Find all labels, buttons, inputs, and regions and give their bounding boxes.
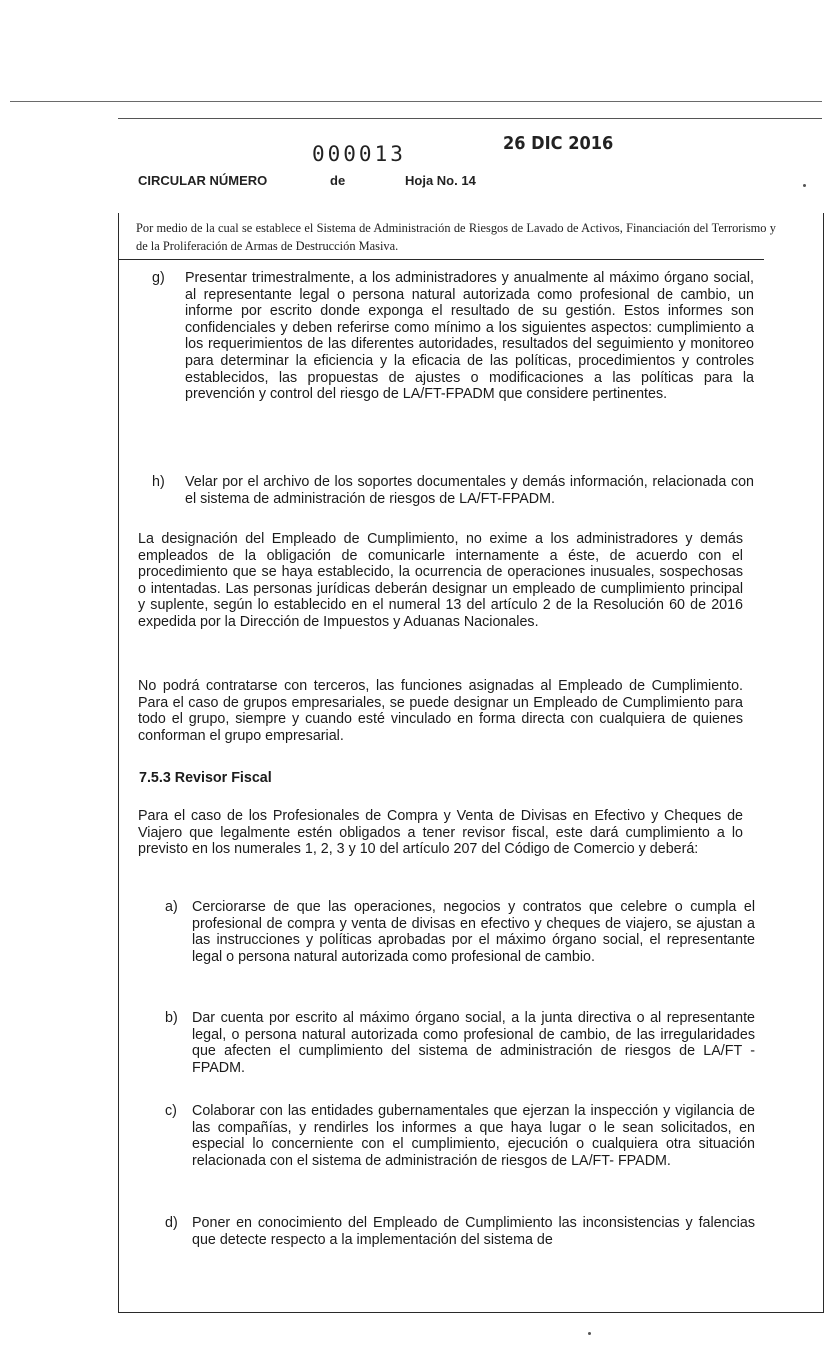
paragraph-designation: La designación del Empleado de Cumplimiento, no exime a los administradores y demás empleados de la obligación de comunicarle internamente a éste, de acuerdo con el procedimiento que se haya establecido, la ocurrencia de operaciones inusuales, sospechosas o intentadas. Las personas jurídicas deberán designar un empleado de cumplimiento principal y suplente, según lo establecido en el numeral 13 del artículo 2 de la Resolución 60 de 2016 expedida por la Dirección de Impuestos y Aduanas Nacionales. — [138, 531, 743, 630]
item-text: Presentar trimestralmente, a los administradores y anualmente al máximo órgano social, al representante legal o persona natural autorizada como profesional de cambio, un informe por escrito donde exponga el resultado de su gestión. Estos informes son confidenciales y deben referirse como mínimo a los siguientes aspectos: cumplimiento a los requerimientos de las diferentes autoridades, resultados del seguimiento y monitoreo para determinar la eficiencia y la eficacia de las políticas, procedimientos y controles establecidos, las propuestas de ajustes o modificaciones a las políticas para la prevención y control del riesgo de LA/FT-FPADM que considere pertinentes. — [185, 270, 754, 403]
sub-item-label: d) — [165, 1215, 178, 1231]
sub-item-c — [165, 1103, 755, 1169]
item-label: g) — [152, 270, 165, 286]
list-item-h — [152, 474, 754, 507]
scan-speck — [588, 1332, 591, 1335]
paragraph-third-parties: No podrá contratarse con terceros, las funciones asignadas al Empleado de Cumplimiento. Para el caso de grupos empresariales, se puede designar un Empleado de Cumplimiento para todo el grupo, siempre y cuando esté vinculado en forma directa con cualquiera de quienes conforman el grupo empresarial. — [138, 678, 743, 744]
item-label: h) — [152, 474, 165, 490]
page-number-label: Hoja No. 14 — [405, 173, 476, 188]
sub-item-text: Poner en conocimiento del Empleado de Cumplimiento las inconsistencias y falencias que detecte respecto a la implementación del sistema de — [192, 1215, 755, 1248]
sub-item-label: c) — [165, 1103, 177, 1119]
sub-item-a — [165, 899, 755, 965]
subject-line: Por medio de la cual se establece el Sistema de Administración de Riesgos de Lavado de Activos, Financiación del Terrorismo y de la Proliferación de Armas de Destrucción Masiva. — [136, 221, 776, 253]
circular-date-stamp: 26 DIC 2016 — [503, 133, 614, 154]
circular-number: 000013 — [312, 142, 406, 166]
top-rule-inner — [118, 118, 822, 119]
subject-rule — [118, 259, 764, 260]
sub-item-label: b) — [165, 1010, 178, 1026]
sub-item-d — [165, 1215, 755, 1248]
item-text: Velar por el archivo de los soportes documentales y demás información, relacionada con el sistema de administración de riesgos de LA/FT-FPADM. — [185, 474, 754, 507]
scan-speck — [803, 184, 806, 187]
list-item-g — [152, 270, 754, 403]
de-label: de — [330, 173, 346, 188]
top-rule — [10, 101, 822, 102]
sub-item-text: Cerciorarse de que las operaciones, negocios y contratos que celebre o cumpla el profesional de compra y venta de divisas en efectivo y cheques de viajero, se ajustan a las instrucciones y políticas aprobadas por el máximo órgano social, el representante legal o persona natural autorizada como profesional de cambio. — [192, 899, 755, 965]
sub-item-text: Colaborar con las entidades gubernamentales que ejerzan la inspección y vigilancia de las compañías, y rendirles los informes a que haya lugar o le sean solicitados, en especial lo concerniente con el cumplimiento, ejecución o cualquiera otra situación relacionada con el sistema de administración de riesgos de LA/FT- FPADM. — [192, 1103, 755, 1169]
circular-label: CIRCULAR NÚMERO — [138, 173, 268, 188]
sub-item-b — [165, 1010, 755, 1076]
section-title: 7.5.3 Revisor Fiscal — [139, 770, 272, 786]
sub-item-text: Dar cuenta por escrito al máximo órgano social, a la junta directiva o al representante legal, o persona natural autorizada como profesional de cambio, de las irregularidades que afecten el cumplimiento del sistema de administración de riesgos de LA/FT - FPADM. — [192, 1010, 755, 1076]
section-intro: Para el caso de los Profesionales de Compra y Venta de Divisas en Efectivo y Cheques de Viajero que legalmente estén obligados a tener revisor fiscal, este dará cumplimiento a lo previsto en los numerales 1, 2, 3 y 10 del artículo 207 del Código de Comercio y deberá: — [138, 808, 743, 858]
sub-item-label: a) — [165, 899, 178, 915]
